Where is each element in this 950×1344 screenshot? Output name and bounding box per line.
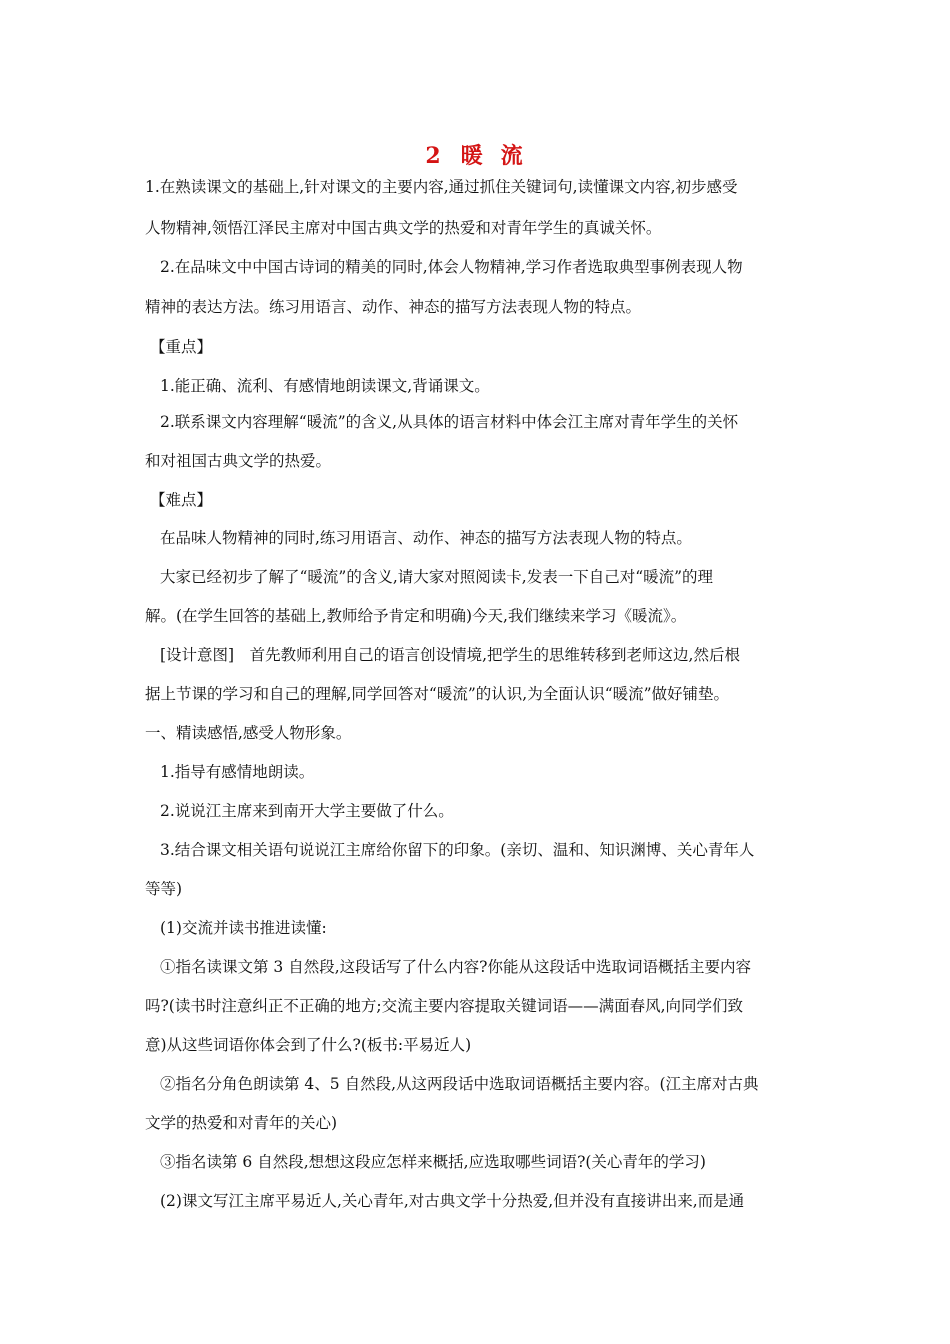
list-item: ②指名分角色朗读第 4、5 自然段,从这两段话中选取词语概括主要内容。(江主席对古典 xyxy=(160,1075,759,1093)
list-item: 2.说说江主席来到南开大学主要做了什么。 xyxy=(160,802,454,820)
paragraph-line: 1.能正确、流利、有感情地朗读课文,背诵课文。 xyxy=(160,377,490,395)
section-heading: 【难点】 xyxy=(150,491,213,509)
paragraph-line: 精神的表达方法。练习用语言、动作、神态的描写方法表现人物的特点。 xyxy=(145,298,642,316)
page-title xyxy=(0,139,950,170)
list-item: (1)交流并读书推进读懂: xyxy=(160,919,327,937)
paragraph-line: 和对祖国古典文学的热爱。 xyxy=(145,452,332,470)
paragraph-line: 等等) xyxy=(145,880,183,898)
section-heading: 一、精读感悟,感受人物形象。 xyxy=(145,724,352,742)
list-item: 3.结合课文相关语句说说江主席给你留下的印象。(亲切、温和、知识渊博、关心青年人 xyxy=(160,841,755,859)
paragraph-line: 在品味人物精神的同时,练习用语言、动作、神态的描写方法表现人物的特点。 xyxy=(160,529,692,547)
paragraph-line: 2.在品味文中中国古诗词的精美的同时,体会人物精神,学习作者选取典型事例表现人物 xyxy=(160,258,743,276)
paragraph-line: 解。(在学生回答的基础上,教师给予肯定和明确)今天,我们继续来学习《暖流》。 xyxy=(145,607,687,625)
section-heading: 【重点】 xyxy=(150,338,213,356)
title-char-1: 暖 xyxy=(460,143,485,169)
title-char-2: 流 xyxy=(500,143,525,169)
list-item: (2)课文写江主席平易近人,关心青年,对古典文学十分热爱,但并没有直接讲出来,而是通 xyxy=(160,1192,745,1210)
list-item: 1.指导有感情地朗读。 xyxy=(160,763,315,781)
paragraph-line: 据上节课的学习和自己的理解,同学回答对“暖流”的认识,为全面认识“暖流”做好铺垫。 xyxy=(145,685,730,703)
paragraph-line: 文学的热爱和对青年的关心) xyxy=(145,1114,338,1132)
list-item: ①指名读课文第 3 自然段,这段话写了什么内容?你能从这段话中选取词语概括主要内容 xyxy=(160,958,751,976)
paragraph-line: 大家已经初步了解了“暖流”的含义,请大家对照阅读卡,发表一下自己对“暖流”的理 xyxy=(160,568,714,586)
paragraph-line: 意)从这些词语你体会到了什么?(板书:平易近人) xyxy=(145,1036,472,1054)
paragraph-line: 2.联系课文内容理解“暖流”的含义,从具体的语言材料中体会江主席对青年学生的关怀 xyxy=(160,413,739,431)
paragraph-line: 吗?(读书时注意纠正不正确的地方;交流主要内容提取关键词语——满面春风,向同学们致 xyxy=(145,997,744,1015)
paragraph-line: 1.在熟读课文的基础上,针对课文的主要内容,通过抓住关键词句,读懂课文内容,初步感受 xyxy=(145,178,738,196)
list-item: ③指名读第 6 自然段,想想这段应怎样来概括,应选取哪些词语?(关心青年的学习) xyxy=(160,1153,706,1171)
title-number: 2 xyxy=(425,143,443,169)
design-intent-line: [设计意图] 首先教师利用自己的语言创设情境,把学生的思维转移到老师这边,然后根 xyxy=(160,646,740,664)
paragraph-line: 人物精神,领悟江泽民主席对中国古典文学的热爱和对青年学生的真诚关怀。 xyxy=(145,219,662,237)
